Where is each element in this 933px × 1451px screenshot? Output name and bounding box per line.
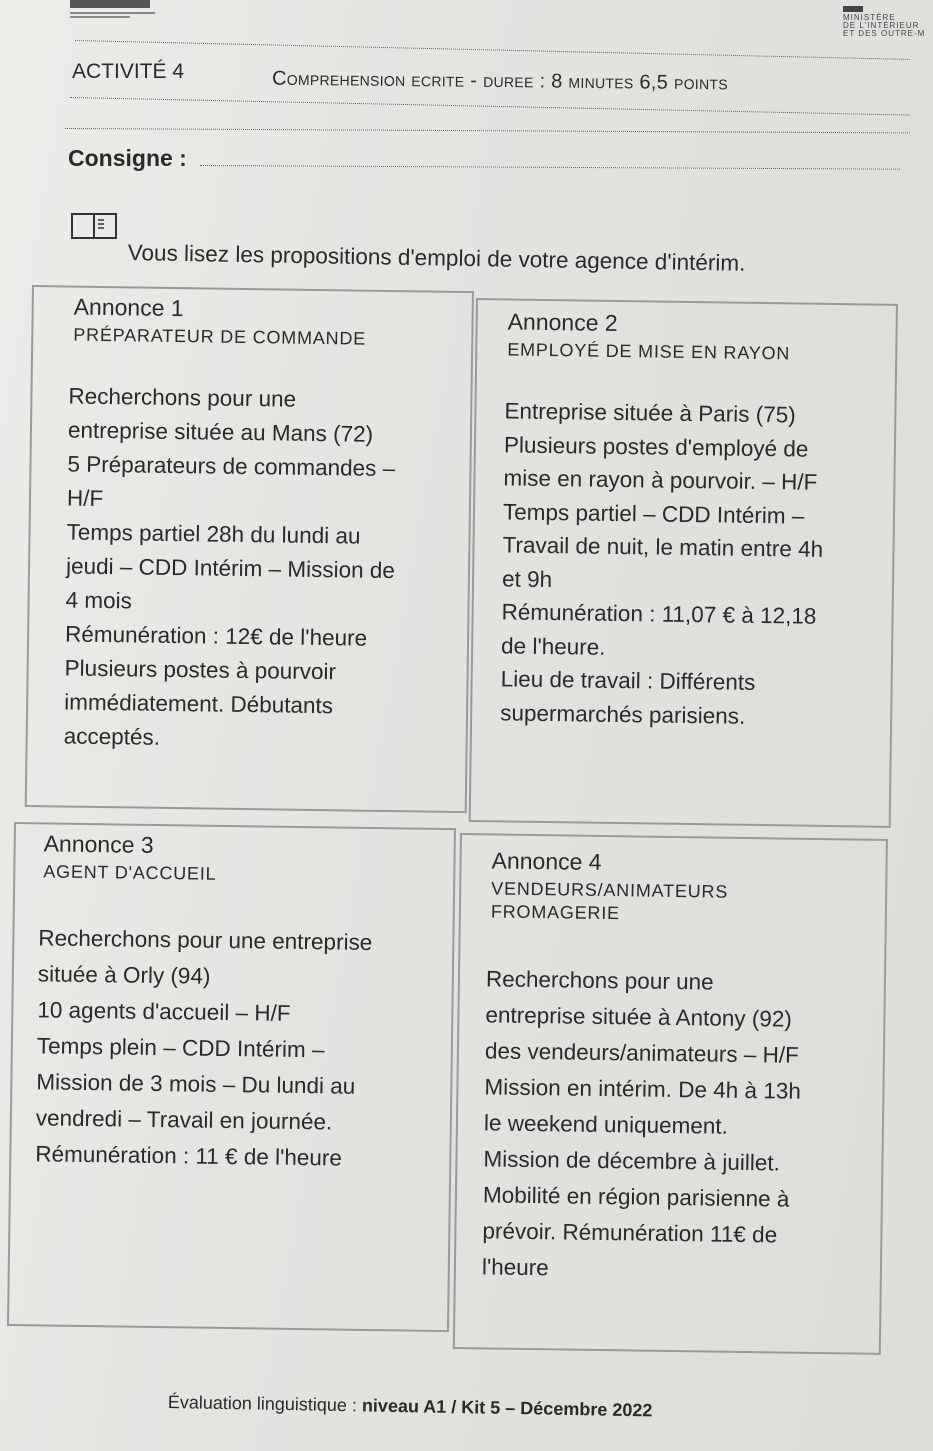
ad-number: Annonce 2 xyxy=(507,308,618,336)
ad-job-title-line: FROMAGERIE xyxy=(490,901,621,924)
ministere-line: MINISTÈRE xyxy=(843,13,896,22)
ad-line: Temps partiel – CDD Intérim – xyxy=(502,498,805,529)
ad-line: située à Orly (94) xyxy=(37,961,211,989)
ministere-logo xyxy=(843,6,933,38)
ad-line: prévoir. Rémunération 11€ de xyxy=(482,1218,778,1248)
ad-body xyxy=(35,920,372,1177)
ad-line: Mission en intérim. De 4h à 13h xyxy=(484,1074,802,1104)
divider xyxy=(75,40,910,60)
ad-line: Lieu de travail : Différents xyxy=(500,666,756,695)
ad-line: Rémunération : 11 € de l'heure xyxy=(35,1141,343,1171)
ad-box-2 xyxy=(469,298,898,828)
footer-level: niveau A1 / Kit 5 – Décembre 2022 xyxy=(361,1395,653,1421)
ad-line: Recherchons pour une entreprise xyxy=(38,925,373,956)
ad-line: Recherchons pour une xyxy=(485,966,714,995)
ad-line: Rémunération : 12€ de l'heure xyxy=(64,621,368,651)
ad-line: 4 mois xyxy=(65,587,133,614)
ad-body xyxy=(482,961,803,1289)
ad-line: des vendeurs/animateurs – H/F xyxy=(484,1038,800,1068)
consigne-label: Consigne : xyxy=(68,145,187,171)
ad-line: mise en rayon à pourvoir. – H/F xyxy=(503,465,818,495)
ad-box-3 xyxy=(7,822,456,1332)
footer-prefix: Évaluation linguistique : xyxy=(167,1392,363,1416)
ad-job-title: PRÉPARATEUR DE COMMANDE xyxy=(73,324,367,349)
reading-book-icon xyxy=(70,211,118,241)
ad-line: 5 Préparateurs de commandes – xyxy=(67,451,396,482)
activity-label: ACTIVITÉ 4 xyxy=(72,60,185,83)
ofii-logo xyxy=(70,0,160,22)
ad-line: 10 agents d'accueil – H/F xyxy=(37,997,291,1026)
ministere-line: DE L'INTÉRIEUR xyxy=(843,21,920,30)
footer-text xyxy=(168,1392,653,1421)
ad-line: supermarchés parisiens. xyxy=(500,699,746,729)
republique-flag-icon xyxy=(843,6,863,12)
ad-number: Annonce 3 xyxy=(43,830,154,858)
ad-line: l'heure xyxy=(481,1254,549,1281)
ad-line: jeudi – CDD Intérim – Mission de xyxy=(65,553,396,584)
ad-line: entreprise située à Antony (92) xyxy=(485,1002,793,1032)
ad-job-title: AGENT D'ACCUEIL xyxy=(43,861,217,884)
ad-body xyxy=(500,394,825,733)
ad-line: acceptés. xyxy=(63,723,161,750)
ad-line: Mission de 3 mois – Du lundi au xyxy=(36,1069,356,1099)
ad-line: immédiatement. Débutants xyxy=(64,689,334,719)
ad-line: Plusieurs postes d'employé de xyxy=(503,431,809,462)
instruction-text: Vous lisez les propositions d'emploi de votre agence d'intérim. xyxy=(127,240,746,276)
ad-line: Temps plein – CDD Intérim – xyxy=(36,1033,325,1063)
ad-line: Plusieurs postes à pourvoir xyxy=(64,655,337,685)
activity-title: Comprehension ecrite - duree : 8 minutes 6,5 points xyxy=(271,67,729,95)
divider xyxy=(200,165,900,170)
ad-line: vendredi – Travail en journée. xyxy=(35,1105,333,1135)
ad-line: Mission de décembre à juillet. xyxy=(483,1146,780,1176)
ad-number: Annonce 4 xyxy=(491,847,602,875)
ad-line: Mobilité en région parisienne à xyxy=(482,1182,790,1212)
ad-job-title: EMPLOYÉ DE MISE EN RAYON xyxy=(507,339,791,364)
ad-line: Recherchons pour une xyxy=(68,383,297,412)
ad-line: H/F xyxy=(66,485,104,512)
ad-line: de l'heure. xyxy=(500,632,606,660)
ad-line: Travail de nuit, le matin entre 4h xyxy=(502,532,824,562)
ad-line: entreprise située au Mans (72) xyxy=(67,417,374,447)
ad-number: Annonce 1 xyxy=(73,293,184,322)
divider xyxy=(65,128,910,133)
ad-box-4 xyxy=(453,833,888,1355)
ministere-line: ET DES OUTRE-M xyxy=(843,29,926,38)
divider xyxy=(70,97,910,116)
ad-line: et 9h xyxy=(501,565,553,592)
ad-line: Entreprise située à Paris (75) xyxy=(504,398,796,428)
ad-body xyxy=(63,380,397,759)
ad-line: le weekend uniquement. xyxy=(483,1110,729,1139)
ad-line: Temps partiel 28h du lundi au xyxy=(66,519,361,549)
ad-job-title-line: VENDEURS/ANIMATEURS xyxy=(491,878,729,902)
ad-line: Rémunération : 11,07 € à 12,18 xyxy=(501,599,817,629)
ad-box-1 xyxy=(25,285,474,813)
